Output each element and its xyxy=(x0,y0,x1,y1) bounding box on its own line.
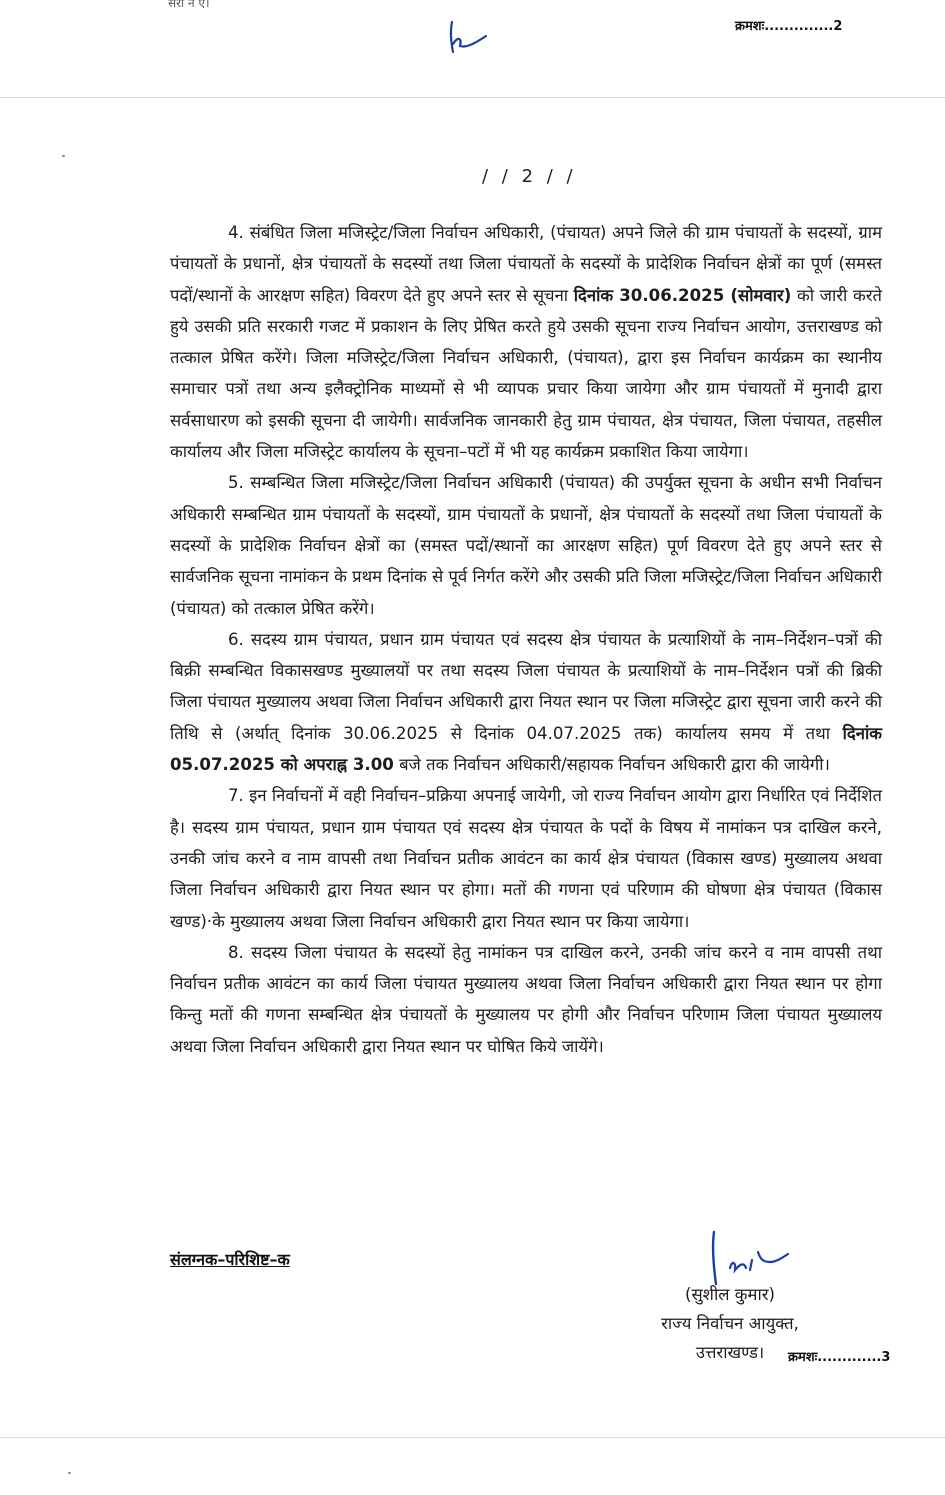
signatory-state: उत्तराखण्ड। xyxy=(695,1343,765,1362)
paragraph-8: 8. सदस्य जिला पंचायत के सदस्यों हेतु नामांकन पत्र दाखिल करने, उनकी जांच करने व नाम वापसी तथा निर्वाचन प्रतीक आवंटन का कार्य जिला पंचायत मुख्यालय अथवा जिला निर्वाचन अधिकारी द्वारा नियत स्थान पर होगा किन्तु मतों की गणना सम्बन्धित क्षेत्र पंचायतों के मुख्यालय पर होगी और निर्वाचन परिणाम जिला पंचायत मुख्यालय अथवा जिला निर्वाचन अधिकारी द्वारा नियत स्थान पर घोषित किये जायेंगे। xyxy=(170,942,882,1056)
date-highlight-6: दिनांक 05.07.2025 को अपराह्न 3.00 xyxy=(170,723,882,775)
notice-body xyxy=(170,217,882,1062)
paragraph-5: 5. सम्बन्धित जिला मजिस्ट्रेट/जिला निर्वाचन अधिकारी (पंचायत) की उपर्युक्त सूचना के अधीन सभी निर्वाचन अधिकारी सम्बन्धित ग्राम पंचायतों के सदस्यों, ग्राम पंचायतों के प्रधानों, क्षेत्र पंचायतों के सदस्यों तथा जिला पंचायतों के सदस्यों के प्रादेशिक निर्वाचन क्षेत्रों का (समस्त पदों/स्थानों का आरक्षण सहित) पूर्ण विवरण देते हुए अपने स्तर से सार्वजनिक सूचना नामांकन के प्रथम दिनांक से पूर्व निर्गत करेंगे और उसकी प्रति जिला मजिस्ट्रेट/जिला निर्वाचन अधिकारी (पंचायत) को तत्काल प्रेषित करेंगे। xyxy=(170,473,882,618)
paragraph-4: 4. संबंधित जिला मजिस्ट्रेट/जिला निर्वाचन अधिकारी, (पंचायत) अपने जिले की ग्राम पंचायतों के सदस्यों, ग्राम पंचायतों के प्रधानों, क्षेत्र पंचायतों के सदस्यों तथा जिला पंचायतों के सदस्यों के प्रादेशिक निर्वाचन क्षेत्रों का पूर्ण (समस्त पदों/स्थानों के आरक्षण सहित) विवरण देते हुए अपने स्तर से सूचना दिनांक 30.06.2025 (सोमवार) को जारी करते हुये उसकी प्रति सरकारी गजट में प्रकाशन के लिए प्रेषित करते हुये उसकी सूचना राज्य निर्वाचन आयोग, उत्तराखण्ड को तत्काल प्रेषित करेंगे। जिला मजिस्ट्रेट/जिला निर्वाचन अधिकारी, (पंचायत), द्वारा इस निर्वाचन कार्यक्रम का स्थानीय समाचार पत्रों तथा अन्य इलैक्ट्रोनिक माध्यमों से भी व्यापक प्रचार किया जायेगा और ग्राम पंचायतों में मुनादी द्वारा सर्वसाधारण को इसकी सूचना दी जायेगी। सार्वजनिक जानकारी हेतु ग्राम पंचायत, क्षेत्र पंचायत, जिला पंचायत, तहसील कार्यालय और जिला मजिस्ट्रेट कार्यालय के सूचना–पटों में भी यह कार्यक्रम प्रकाशित किया जायेगा। xyxy=(170,223,882,462)
date-highlight-4: दिनांक 30.06.2025 (सोमवार) xyxy=(573,285,792,305)
signatory-designation: राज्य निर्वाचन आयुक्त, xyxy=(661,1314,799,1333)
continuation-marker-top: क्रमशः..............2 xyxy=(735,19,843,34)
page-fold-bottom xyxy=(0,1437,945,1438)
paragraph-6: 6. सदस्य ग्राम पंचायत, प्रधान ग्राम पंचायत एवं सदस्य क्षेत्र पंचायत के प्रत्याशियों के नाम–निर्देशन–पत्रों की बिक्री सम्बन्धित विकासखण्ड मुख्यालयों पर तथा सदस्य जिला पंचायत के प्रत्याशियों के नाम–निर्देशन पत्रों की ब्रिकी जिला पंचायत मुख्यालय अथवा जिला निर्वाचन अधिकारी द्वारा नियत स्थान पर जिला मजिस्ट्रेट द्वारा सूचना जारी करने की तिथि से (अर्थात् दिनांक 30.06.2025 से दिनांक 04.07.2025 तक) कार्यालय समय में तथा दिनांक 05.07.2025 को अपराह्न 3.00 बजे तक निर्वाचन अधिकारी/सहायक निर्वाचन अधिकारी द्वारा की जायेगी। xyxy=(170,629,882,775)
paragraph-7: 7. इन निर्वाचनों में वही निर्वाचन–प्रक्रिया अपनाई जायेगी, जो राज्य निर्वाचन आयोग द्वारा निर्धारित एवं निर्देशित है। सदस्य ग्राम पंचायत, प्रधान ग्राम पंचायत एवं सदस्य क्षेत्र पंचायत के पदों के विषय में नामांकन पत्र दाखिल करने, उनकी जांच करने व नाम वापसी तथा निर्वाचन प्रतीक आवंटन का कार्य क्षेत्र पंचायत (विकास खण्ड) मुख्यालय अथवा जिला निर्वाचन अधिकारी द्वारा नियत स्थान पर होगा। मतों की गणना एवं परिणाम की घोषणा क्षेत्र पंचायत (विकास खण्ड)·के मुख्यालय अथवा जिला निर्वाचन अधिकारी द्वारा नियत स्थान पर किया जायेगा। xyxy=(170,786,882,931)
handwritten-initial-mark xyxy=(440,18,500,58)
scan-speck xyxy=(62,155,65,157)
page-number: / / 2 / / xyxy=(482,166,577,187)
annexure-label: संलग्नक–परिशिष्ट–क xyxy=(170,1250,290,1269)
continuation-marker-bottom: क्रमशः.............3 xyxy=(788,1350,891,1365)
signatory-name: (सुशील कुमार) xyxy=(684,1285,776,1304)
scan-speck xyxy=(68,1472,71,1474)
handwritten-signature xyxy=(700,1228,800,1288)
cut-off-header-text: सरा न ए। xyxy=(168,0,210,10)
page-fold-top xyxy=(0,97,945,98)
